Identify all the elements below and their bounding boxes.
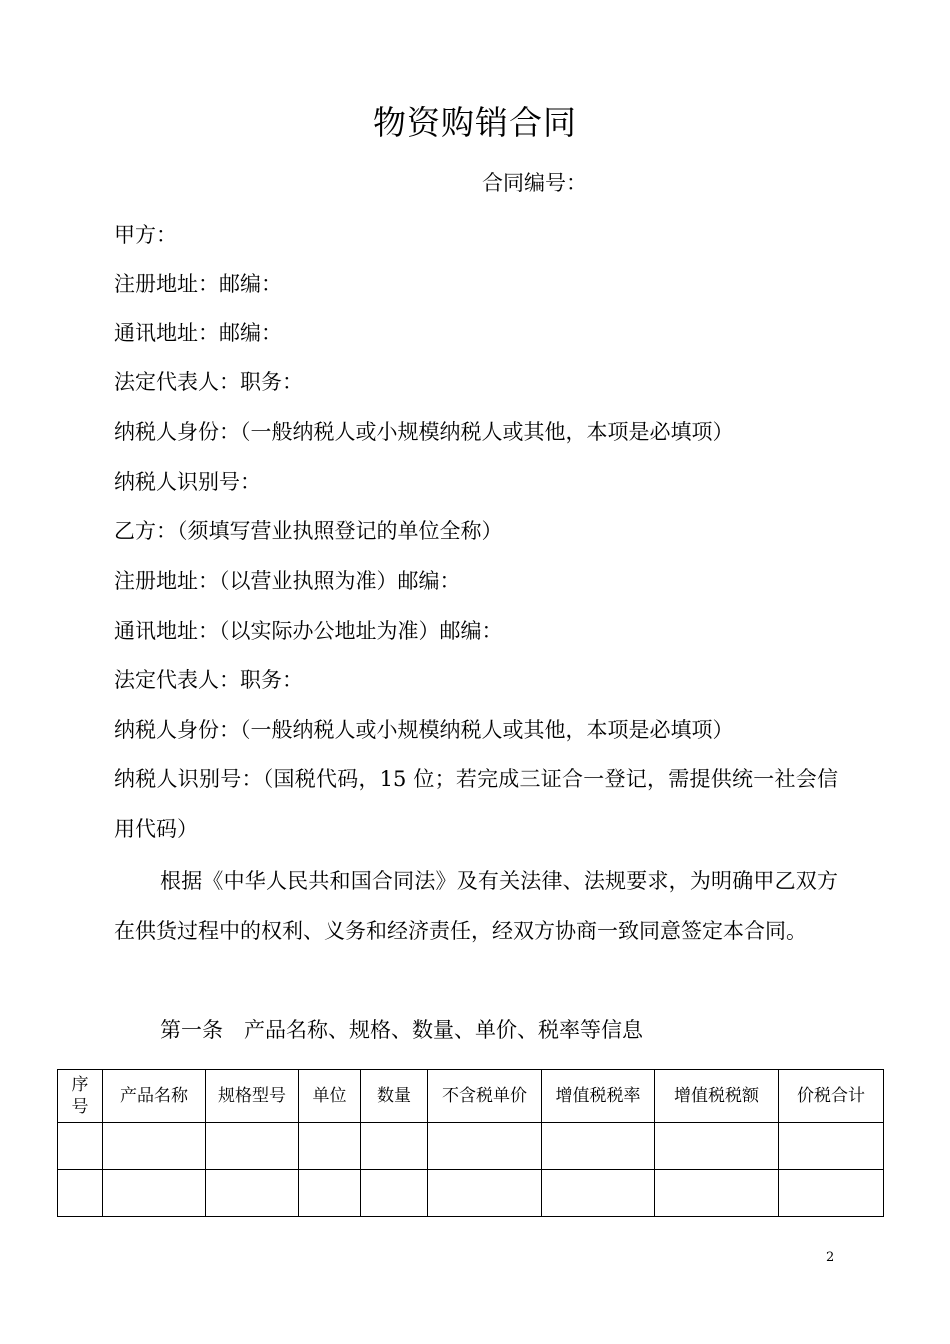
table-cell bbox=[206, 1170, 299, 1217]
table-cell bbox=[779, 1123, 884, 1170]
table-cell bbox=[58, 1123, 103, 1170]
table-cell bbox=[361, 1123, 428, 1170]
party-a-mailing-address: 通讯地址：邮编： bbox=[114, 321, 282, 345]
table-cell bbox=[655, 1170, 779, 1217]
header-vat-rate: 增值税税率 bbox=[542, 1070, 655, 1123]
table-cell bbox=[103, 1123, 206, 1170]
table-cell bbox=[103, 1170, 206, 1217]
table-cell bbox=[299, 1170, 361, 1217]
article-1-heading: 第一条 产品名称、规格、数量、单价、税率等信息 bbox=[160, 1018, 643, 1042]
table-cell bbox=[655, 1123, 779, 1170]
table-row bbox=[58, 1170, 884, 1217]
table-row bbox=[58, 1123, 884, 1170]
party-a-registered-address: 注册地址：邮编： bbox=[114, 272, 282, 296]
table-cell bbox=[779, 1170, 884, 1217]
header-spec-model: 规格型号 bbox=[206, 1070, 299, 1123]
preamble-paragraph: 根据《中华人民共和国合同法》及有关法律、法规要求，为明确甲乙双方在供货过程中的权利、义务和经济责任，经双方协商一致同意签定本合同。 bbox=[114, 869, 838, 943]
party-a-legal-representative: 法定代表人：职务： bbox=[114, 370, 303, 394]
table-cell bbox=[206, 1123, 299, 1170]
document-title: 物资购销合同 bbox=[373, 103, 577, 142]
page-number: 2 bbox=[826, 1250, 835, 1265]
table-cell bbox=[428, 1170, 542, 1217]
table-cell bbox=[428, 1123, 542, 1170]
header-vat-amount: 增值税税额 bbox=[655, 1070, 779, 1123]
party-b-name: 乙方：（须填写营业执照登记的单位全称） bbox=[114, 519, 503, 543]
header-total-incl-tax: 价税合计 bbox=[779, 1070, 884, 1123]
table-cell bbox=[542, 1170, 655, 1217]
party-b-taxpayer-status: 纳税人身份：（一般纳税人或小规模纳税人或其他，本项是必填项） bbox=[114, 718, 734, 742]
header-product-name: 产品名称 bbox=[103, 1070, 206, 1123]
table-header-row bbox=[58, 1070, 884, 1123]
contract-number-label: 合同编号： bbox=[482, 171, 587, 195]
party-a-name: 甲方： bbox=[114, 223, 177, 247]
header-index: 序号 bbox=[58, 1070, 103, 1123]
party-b-legal-representative: 法定代表人：职务： bbox=[114, 668, 303, 692]
header-unit: 单位 bbox=[299, 1070, 361, 1123]
table-cell bbox=[58, 1170, 103, 1217]
product-table bbox=[57, 1069, 884, 1217]
header-unit-price-excl-tax: 不含税单价 bbox=[428, 1070, 542, 1123]
table-cell bbox=[542, 1123, 655, 1170]
party-b-mailing-address: 通讯地址：（以实际办公地址为准）邮编： bbox=[114, 619, 503, 643]
party-a-taxpayer-status: 纳税人身份：（一般纳税人或小规模纳税人或其他，本项是必填项） bbox=[114, 420, 734, 444]
party-a-taxpayer-id: 纳税人识别号： bbox=[114, 470, 261, 494]
header-quantity: 数量 bbox=[361, 1070, 428, 1123]
party-b-taxpayer-id: 纳税人识别号：（国税代码，15 位；若完成三证合一登记，需提供统一社会信用代码） bbox=[114, 767, 838, 841]
party-b-registered-address: 注册地址：（以营业执照为准）邮编： bbox=[114, 569, 461, 593]
table-cell bbox=[299, 1123, 361, 1170]
table-cell bbox=[361, 1170, 428, 1217]
